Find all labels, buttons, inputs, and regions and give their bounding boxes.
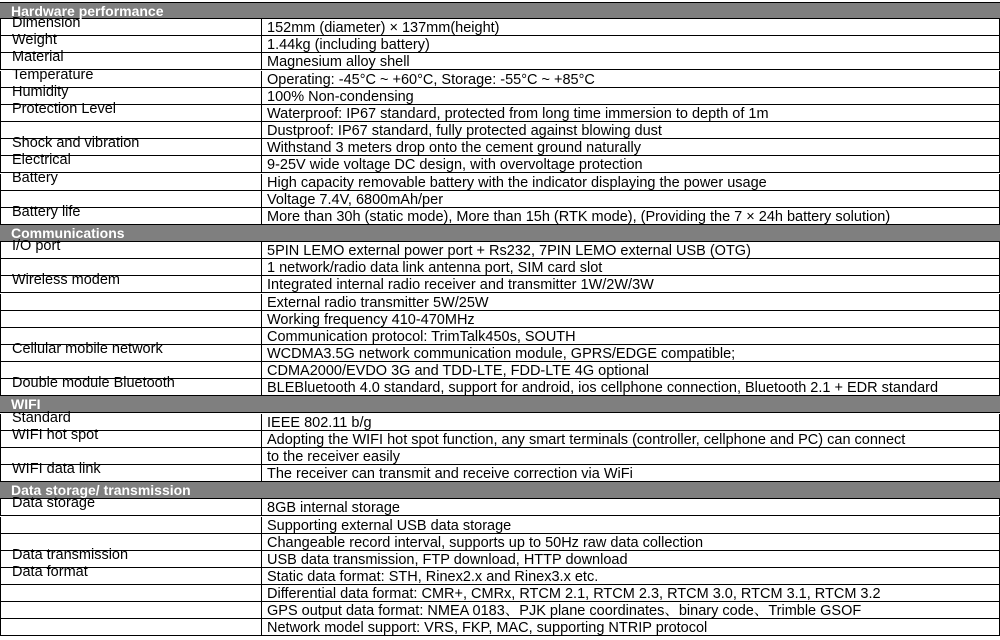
spec-value: USB data transmission, FTP download, HTTP download <box>267 552 628 568</box>
spec-label-cell <box>0 619 262 635</box>
spec-label-cell <box>0 585 262 601</box>
spec-value: GPS output data format: NMEA 0183、PJK plane coordinates、binary code、Trimble GSOF <box>267 603 862 619</box>
spec-row <box>0 32 1000 53</box>
spec-value-cell <box>262 602 1000 618</box>
spec-value-cell <box>262 619 1000 635</box>
spec-label: I/O port <box>12 238 61 254</box>
spec-label: Battery life <box>12 204 81 220</box>
spec-row <box>0 517 1000 534</box>
spec-value: 1 network/radio data link antenna port, SIM card slot <box>267 260 603 276</box>
spec-value-cell <box>262 53 1000 69</box>
spec-label-cell <box>0 272 262 292</box>
section-header <box>0 396 1000 413</box>
spec-value: Magnesium alloy shell <box>267 54 410 70</box>
spec-label-cell <box>0 204 262 224</box>
spec-label-cell <box>0 238 262 258</box>
spec-label-cell <box>0 495 262 515</box>
spec-value: Withstand 3 meters drop onto the cement ground naturally <box>267 140 641 156</box>
spec-value-cell <box>262 174 1000 190</box>
spec-value-cell <box>262 156 1000 172</box>
spec-value: IEEE 802.11 b/g <box>267 415 372 431</box>
spec-value: WCDMA3.5G network communication module, GPRS/EDGE compatible; <box>267 346 736 362</box>
spec-value-cell <box>262 191 1000 207</box>
spec-value-cell <box>262 139 1000 155</box>
spec-value-cell <box>262 311 1000 327</box>
spec-value: BLEBluetooth 4.0 standard, support for android, ios cellphone connection, Bluetooth 2.1 + EDR standard <box>267 380 939 396</box>
spec-label-cell <box>0 427 262 447</box>
spec-label-cell <box>0 341 262 361</box>
spec-row <box>0 84 1000 105</box>
spec-value: CDMA2000/EVDO 3G and TDD-LTE, FDD-LTE 4G optional <box>267 363 649 379</box>
spec-value: 1.44kg (including battery) <box>267 37 430 53</box>
spec-value: Waterproof: IP67 standard, protected from long time immersion to depth of 1m <box>267 106 769 122</box>
spec-value-cell <box>262 36 1000 52</box>
spec-value: Working frequency 410-470MHz <box>267 312 475 328</box>
spec-value-cell <box>262 345 1000 361</box>
spec-value: 9-25V wide voltage DC design, with overvoltage protection <box>267 157 643 173</box>
spec-row <box>0 272 1000 293</box>
spec-label: Protection Level <box>12 101 116 117</box>
spec-label-cell <box>0 517 262 533</box>
spec-label: Data format <box>12 564 88 580</box>
spec-value: Voltage 7.4V, 6800mAh/per <box>267 192 444 208</box>
spec-value: More than 30h (static mode), More than 15h (RTK mode), (Providing the 7 × 24h battery solution) <box>267 209 891 225</box>
spec-value-cell <box>262 71 1000 87</box>
spec-label-cell <box>0 101 262 121</box>
spec-label: Battery <box>12 170 58 186</box>
spec-value: Operating: -45°C ~ +60°C, Storage: -55°C ~ +85°C <box>267 72 595 88</box>
section-header <box>0 225 1000 242</box>
spec-label: Weight <box>12 32 57 48</box>
spec-value-cell <box>262 414 1000 430</box>
spec-value: The receiver can transmit and receive correction via WiFi <box>267 466 633 482</box>
spec-value-cell <box>262 585 1000 601</box>
spec-label-cell <box>0 294 262 310</box>
section-title: Communications <box>11 225 125 241</box>
spec-label: Cellular mobile network <box>12 341 163 357</box>
spec-value-cell <box>262 259 1000 275</box>
spec-value: 152mm (diameter) × 137mm(height) <box>267 20 500 36</box>
spec-value: to the receiver easily <box>267 449 400 465</box>
spec-value: 100% Non-condensing <box>267 89 414 105</box>
spec-value-cell <box>262 551 1000 567</box>
spec-value-cell <box>262 379 1000 395</box>
spec-label: Standard <box>12 410 71 426</box>
spec-label: Wireless modem <box>12 272 120 288</box>
spec-row <box>0 49 1000 70</box>
spec-value: Integrated internal radio receiver and transmitter 1W/2W/3W <box>267 277 654 293</box>
spec-label-cell <box>0 375 262 395</box>
spec-value: Dustproof: IP67 standard, fully protected against blowing dust <box>267 123 662 139</box>
spec-row <box>0 341 1000 362</box>
spec-label-cell <box>0 311 262 327</box>
spec-label: Material <box>12 49 64 65</box>
spec-value: Communication protocol: TrimTalk450s, SOUTH <box>267 329 576 345</box>
spec-value-cell <box>262 105 1000 121</box>
spec-value-cell <box>262 448 1000 464</box>
spec-row <box>0 67 1000 88</box>
spec-value: Network model support: VRS, FKP, MAC, supporting NTRIP protocol <box>267 620 708 636</box>
spec-value: 5PIN LEMO external power port + Rs232, 7PIN LEMO external USB (OTG) <box>267 243 751 259</box>
spec-row <box>0 602 1000 619</box>
spec-row <box>0 448 1000 465</box>
spec-row <box>0 294 1000 311</box>
spec-value: Adopting the WIFI hot spot function, any smart terminals (controller, cellphone and PC) can connect <box>267 432 906 448</box>
spec-label: Dimension <box>12 15 81 31</box>
spec-row <box>0 461 1000 482</box>
spec-value: High capacity removable battery with the indicator displaying the power usage <box>267 175 767 191</box>
spec-value-cell <box>262 499 1000 515</box>
spec-value-cell <box>262 208 1000 224</box>
spec-row <box>0 135 1000 156</box>
spec-row <box>0 101 1000 122</box>
spec-row <box>0 547 1000 568</box>
spec-row <box>0 152 1000 173</box>
spec-value-cell <box>262 294 1000 310</box>
spec-label: Temperature <box>12 67 94 83</box>
spec-row <box>0 564 1000 585</box>
spec-row <box>0 375 1000 396</box>
spec-row <box>0 585 1000 602</box>
spec-row <box>0 238 1000 259</box>
spec-row <box>0 619 1000 636</box>
spec-value: Static data format: STH, Rinex2.x and Rinex3.x etc. <box>267 569 599 585</box>
spec-value: External radio transmitter 5W/25W <box>267 295 489 311</box>
spec-label: Shock and vibration <box>12 135 140 151</box>
spec-value-cell <box>262 88 1000 104</box>
spec-row <box>0 204 1000 225</box>
spec-row <box>0 170 1000 191</box>
spec-label-cell <box>0 564 262 584</box>
spec-value: Differential data format: CMR+, CMRx, RTCM 2.1, RTCM 2.3, RTCM 3.0, RTCM 3.1, RTCM 3.2 <box>267 586 881 602</box>
section-header <box>0 2 1000 19</box>
spec-row <box>0 495 1000 516</box>
spec-row <box>0 122 1000 139</box>
spec-value-cell <box>262 465 1000 481</box>
section-title: WIFI <box>11 396 41 412</box>
spec-value-cell <box>262 276 1000 292</box>
section-title: Data storage/ transmission <box>11 482 191 498</box>
spec-value: 8GB internal storage <box>267 500 400 516</box>
spec-label: WIFI hot spot <box>12 427 99 443</box>
spec-value-cell <box>262 517 1000 533</box>
spec-row <box>0 311 1000 328</box>
spec-value-cell <box>262 242 1000 258</box>
spec-row <box>0 15 1000 36</box>
spec-label-cell <box>0 461 262 481</box>
spec-row <box>0 259 1000 276</box>
spec-label-cell <box>0 602 262 618</box>
spec-label: Data transmission <box>12 547 129 563</box>
spec-label: Humidity <box>12 84 69 100</box>
spec-value-cell <box>262 122 1000 138</box>
section-title: Hardware performance <box>11 3 164 19</box>
spec-row <box>0 534 1000 551</box>
spec-label-cell <box>0 170 262 190</box>
spec-value-cell <box>262 19 1000 35</box>
spec-row <box>0 427 1000 448</box>
spec-value-cell <box>262 568 1000 584</box>
spec-row <box>0 410 1000 431</box>
spec-label: Electrical <box>12 152 71 168</box>
spec-label: WIFI data link <box>12 461 101 477</box>
spec-value-cell <box>262 534 1000 550</box>
section-header <box>0 482 1000 499</box>
spec-label: Data storage <box>12 495 96 511</box>
spec-row <box>0 191 1000 208</box>
spec-value-cell <box>262 328 1000 344</box>
spec-value: Supporting external USB data storage <box>267 518 512 534</box>
spec-value-cell <box>262 362 1000 378</box>
spec-value: Changeable record interval, supports up to 50Hz raw data collection <box>267 535 704 551</box>
spec-value-cell <box>262 431 1000 447</box>
spec-label: Double module Bluetooth <box>12 375 175 391</box>
